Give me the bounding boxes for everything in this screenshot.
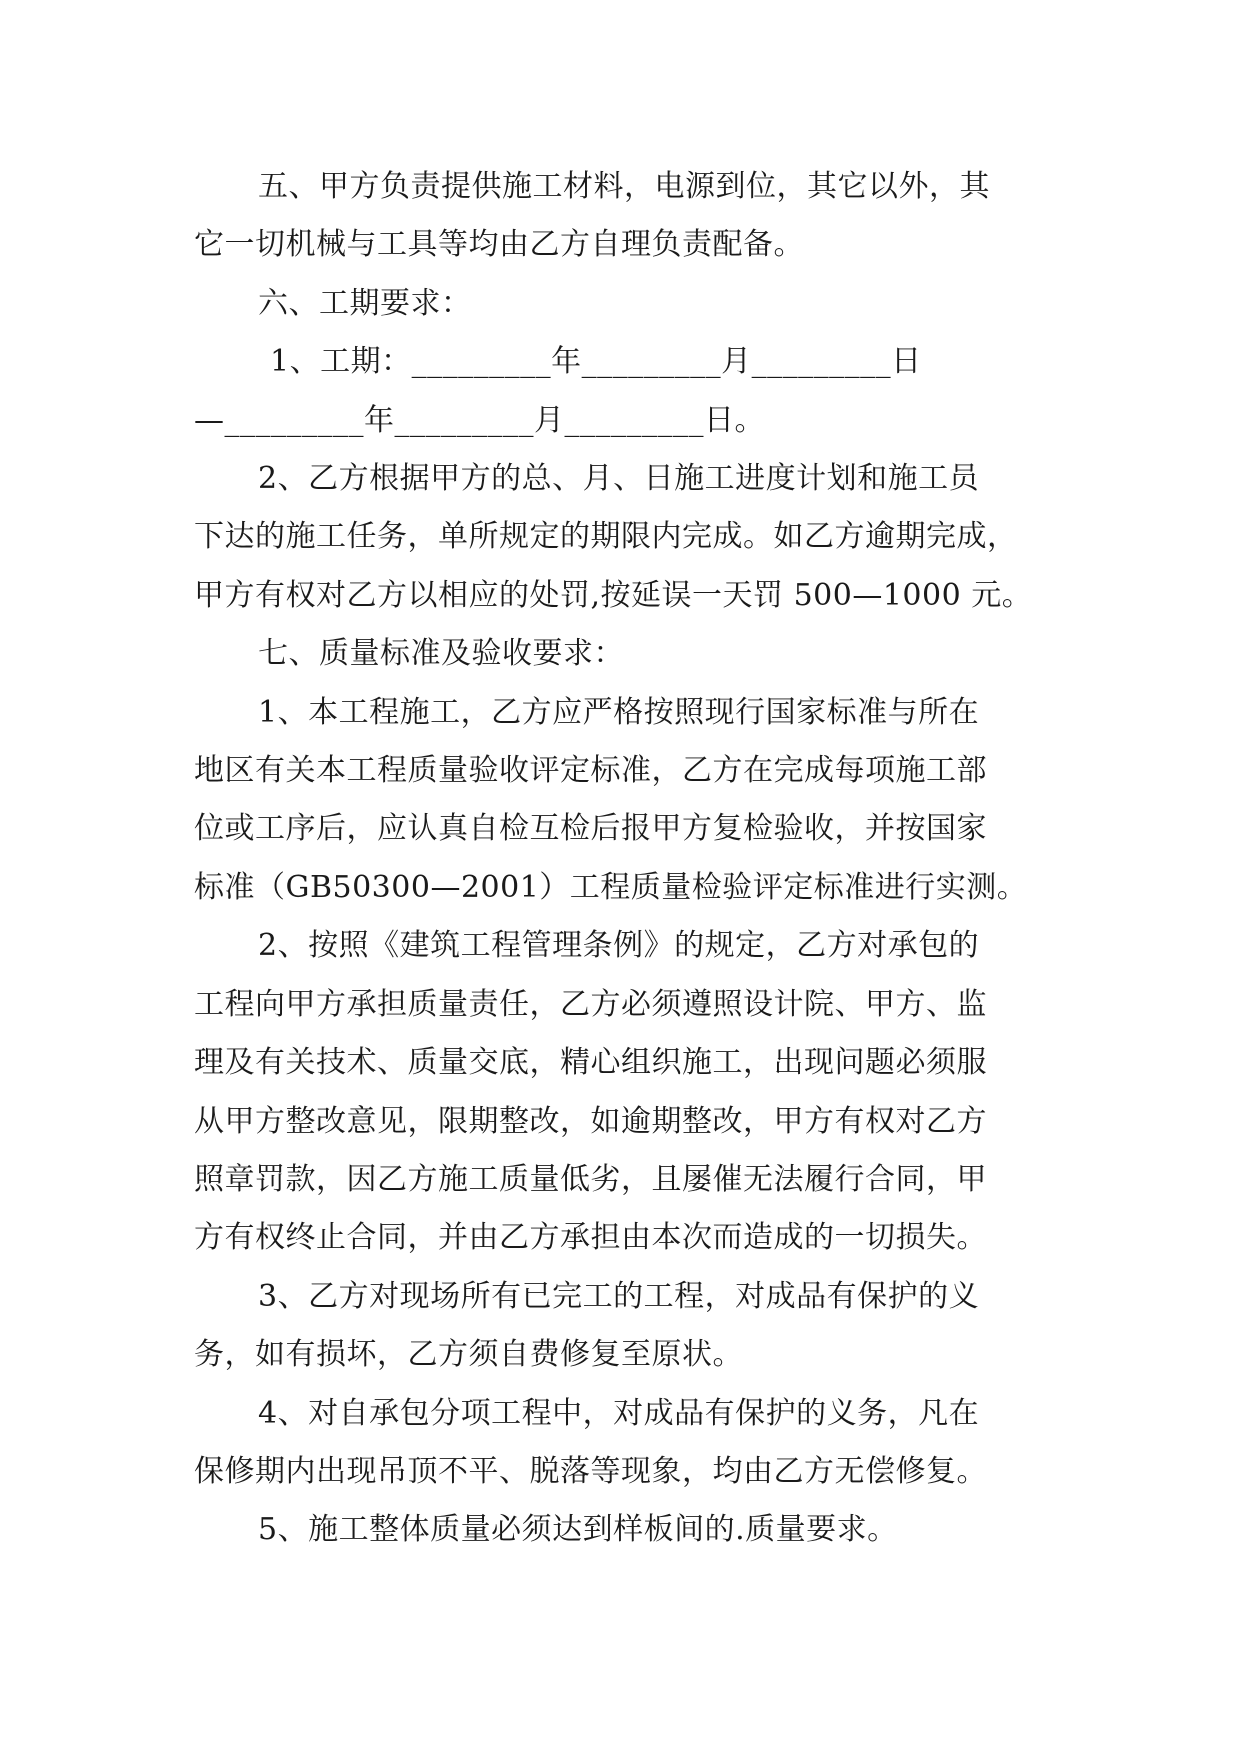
text-line: 5、施工整体质量必须达到样板间的.质量要求。 [258, 1512, 898, 1548]
paragraph-seven-2 [194, 917, 1054, 1267]
paragraph-seven-3 [194, 1268, 1054, 1385]
date-line-end: —_________年_________月_________日。 [194, 402, 765, 438]
text-line: 4、对自承包分项工程中，对成品有保护的义务，凡在 [258, 1395, 980, 1431]
date-line-start: 1、工期：_________年_________月_________日 [270, 344, 922, 380]
paragraph-seven-1 [194, 684, 1054, 918]
heading-seven-quality [194, 625, 1054, 683]
text-line: 工程向甲方承担质量责任，乙方必须遵照设计院、甲方、监 [194, 986, 987, 1022]
text-line: 理及有关技术、质量交底，精心组织施工，出现问题必须服 [194, 1045, 987, 1081]
text-line: 2、按照《建筑工程管理条例》的规定，乙方对承包的 [258, 928, 980, 964]
text-line: 地区有关本工程质量验收评定标准，乙方在完成每项施工部 [194, 753, 987, 789]
text-line: 2、乙方根据甲方的总、月、日施工进度计划和施工员 [258, 461, 980, 497]
paragraph-seven-5 [194, 1501, 1054, 1559]
text-line: 3、乙方对现场所有已完工的工程，对成品有保护的义 [258, 1278, 980, 1314]
heading-six-schedule [194, 275, 1054, 333]
text-line: 从甲方整改意见，限期整改，如逾期整改，甲方有权对乙方 [194, 1103, 987, 1139]
text-line: 五、甲方负责提供施工材料，电源到位，其它以外，其 [258, 169, 990, 204]
paragraph-five [194, 158, 1054, 275]
paragraph-six-1-dates [194, 333, 1054, 450]
text-line: 它一切机械与工具等均由乙方自理负责配备。 [194, 227, 804, 263]
text-line: 下达的施工任务，单所规定的期限内完成。如乙方逾期完成， [194, 519, 1018, 555]
text-line: 标准（GB50300—2001）工程质量检验评定标准进行实测。 [194, 869, 1028, 905]
section-heading: 六、工期要求： [258, 285, 472, 321]
text-line: 务，如有损坏，乙方须自费修复至原状。 [194, 1337, 743, 1373]
text-line: 照章罚款，因乙方施工质量低劣，且屡催无法履行合同，甲 [194, 1161, 987, 1197]
section-heading: 七、质量标准及验收要求： [258, 636, 624, 672]
text-line: 1、本工程施工，乙方应严格按照现行国家标准与所在 [258, 694, 980, 730]
text-line: 保修期内出现吊顶不平、脱落等现象，均由乙方无偿修复。 [194, 1453, 987, 1489]
text-line: 甲方有权对乙方以相应的处罚,按延误一天罚 500—1000 元。 [194, 577, 1033, 613]
document-body [194, 158, 1054, 1560]
text-line: 位或工序后，应认真自检互检后报甲方复检验收，并按国家 [194, 811, 987, 847]
paragraph-seven-4 [194, 1385, 1054, 1502]
text-line: 方有权终止合同，并由乙方承担由本次而造成的一切损失。 [194, 1220, 987, 1256]
paragraph-six-2 [194, 450, 1054, 625]
